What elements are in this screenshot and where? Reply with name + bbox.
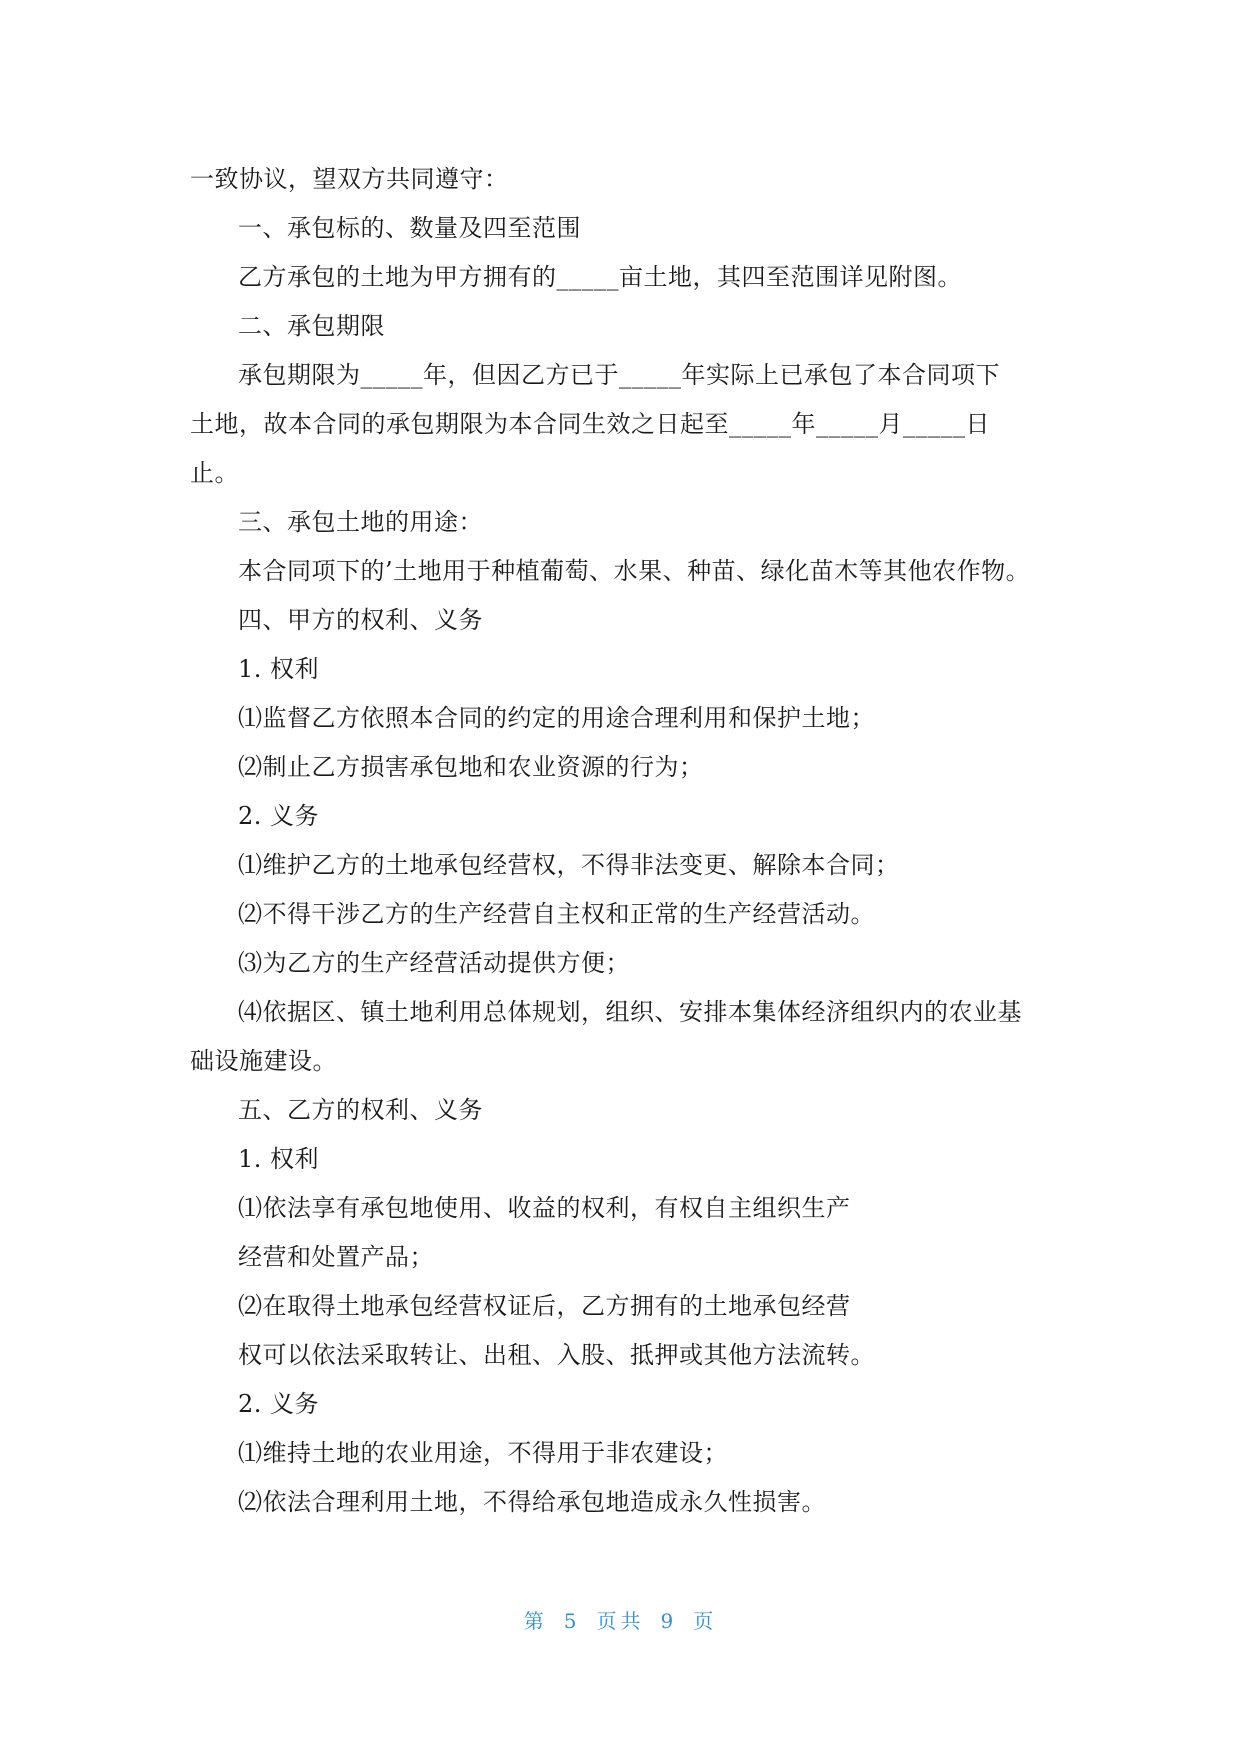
section-heading: 三、承包土地的用途： [238,508,483,536]
document-body [190,155,1060,1527]
subsection-heading: 2. 义务 [238,802,320,830]
list-item: ⑴监督乙方依照本合同的约定的用途合理利用和保护土地； [238,704,875,732]
paragraph-line: 乙方承包的土地为甲方拥有的_____亩土地，其四至范围详见附图。 [238,263,962,291]
list-item: ⑶为乙方的生产经营活动提供方便； [238,949,630,977]
page-label-mid: 页共 [596,1609,645,1633]
section-heading: 二、承包期限 [238,312,385,340]
list-item-continuation: 权可以依法采取转让、出租、入股、抵押或其他方法流转。 [238,1341,875,1369]
list-item: ⑵依法合理利用土地，不得给承包地造成永久性损害。 [238,1488,826,1516]
page-label-suffix: 页 [693,1609,718,1633]
list-item: ⑷依据区、镇土地利用总体规划，组织、安排本集体经济组织内的农业基 [238,998,1022,1026]
list-item: ⑴依法享有承包地使用、收益的权利，有权自主组织生产 [238,1194,851,1222]
subsection-heading: 1. 权利 [238,1145,320,1173]
subsection-heading: 1. 权利 [238,655,320,683]
page-footer [0,1605,1241,1634]
section-heading: 四、甲方的权利、义务 [238,606,483,634]
section-heading: 一、承包标的、数量及四至范围 [238,214,581,242]
current-page-number: 5 [563,1609,581,1633]
list-item-continuation: 经营和处置产品； [238,1243,434,1271]
list-item: ⑵在取得土地承包经营权证后，乙方拥有的土地承包经营 [238,1292,851,1320]
paragraph-line: 止。 [190,459,239,487]
paragraph-line: 土地，故本合同的承包期限为本合同生效之日起至_____年_____月_____日 [190,410,990,438]
list-item: ⑴维护乙方的土地承包经营权，不得非法变更、解除本合同； [238,851,900,879]
section-heading: 五、乙方的权利、义务 [238,1096,483,1124]
total-pages-number: 9 [660,1609,678,1633]
paragraph-line: 础设施建设。 [190,1047,337,1075]
list-item: ⑵制止乙方损害承包地和农业资源的行为； [238,753,704,781]
page-label-prefix: 第 [523,1609,548,1633]
list-item: ⑵不得干涉乙方的生产经营自主权和正常的生产经营活动。 [238,900,875,928]
paragraph-line: 承包期限为_____年，但因乙方已于_____年实际上已承包了本合同项下 [238,361,1000,389]
subsection-heading: 2. 义务 [238,1390,320,1418]
list-item: ⑴维持土地的农业用途，不得用于非农建设； [238,1439,728,1467]
paragraph-line: 一致协议，望双方共同遵守： [190,165,509,193]
paragraph-line: 本合同项下的’土地用于种植葡萄、水果、种苗、绿化苗木等其他农作物。 [238,557,1031,585]
